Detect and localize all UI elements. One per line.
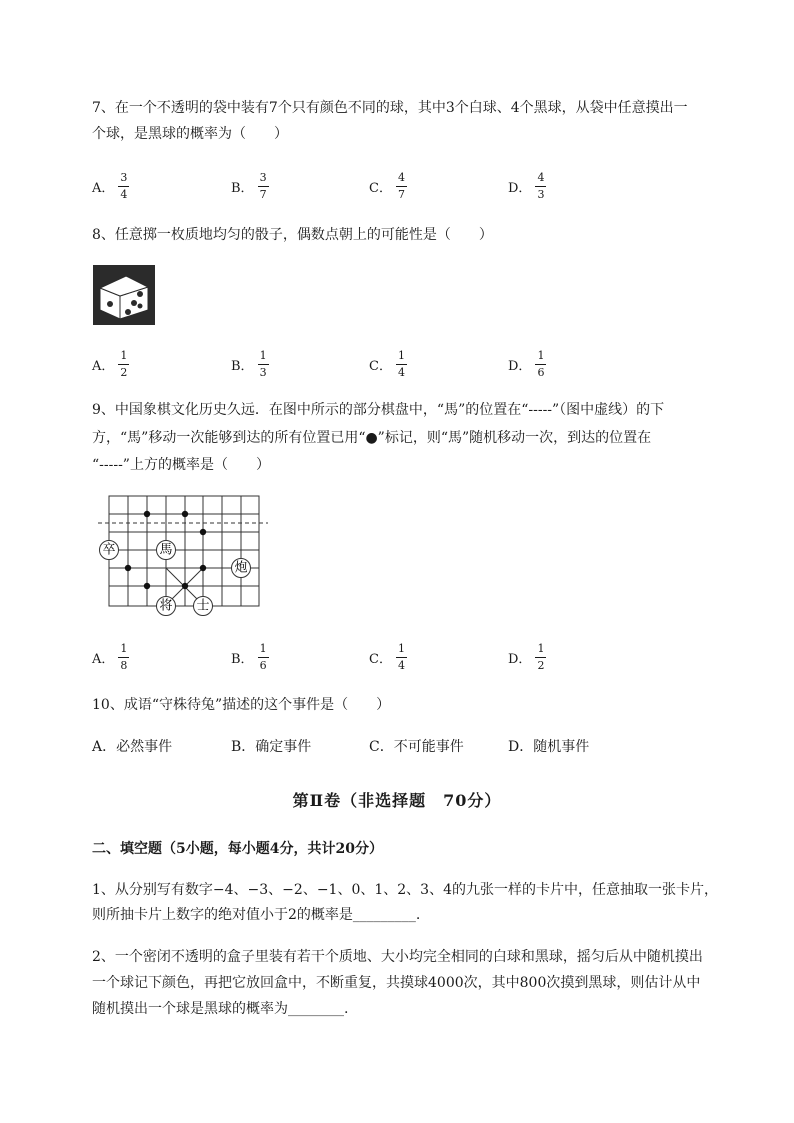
denominator: 4 <box>120 187 128 201</box>
piece-pao-label: 炮 <box>234 560 248 576</box>
choice-label: A． <box>92 358 115 374</box>
numerator: 1 <box>120 641 128 655</box>
f2-text-line2: 一个球记下颜色，再把它放回盒中，不断重复，共摸球4000次，其中800次摸到黑球，则估计从中 <box>92 975 701 991</box>
q8-text-line1: 8、任意掷一枚质地均匀的骰子，偶数点朝上的可能性是（ ） <box>92 227 493 243</box>
fraction <box>118 643 129 672</box>
fraction <box>396 172 407 201</box>
q7-choice-d[interactable] <box>508 166 546 206</box>
q7-choice-b[interactable] <box>231 166 269 206</box>
fraction <box>258 172 269 201</box>
choice-label: B． <box>231 358 254 374</box>
q8-choice-c[interactable] <box>369 344 407 384</box>
choice-label: C． <box>369 180 392 196</box>
fraction <box>535 350 546 379</box>
q10-choice-d[interactable]: D．随机事件 <box>508 739 590 755</box>
q8-choice-a[interactable] <box>92 344 129 384</box>
denominator: 4 <box>397 658 405 672</box>
q9-choice-c[interactable] <box>369 637 407 677</box>
f2-text-line3: 随机摸出一个球是黑球的概率为________. <box>92 1001 349 1017</box>
choice-label: B． <box>231 651 254 667</box>
q9-text-line2: 方，“馬”移动一次能够到达的所有位置已用“●”标记，则“馬”随机移动一次，到达的位置在 <box>92 430 652 446</box>
piece-zu-label: 卒 <box>102 542 116 558</box>
piece-ma-label: 馬 <box>159 542 173 558</box>
piece-shi-label: 士 <box>196 598 210 614</box>
choice-label: A． <box>92 180 115 196</box>
move-marker <box>182 511 188 517</box>
piece-ma <box>157 541 176 560</box>
numerator: 1 <box>537 641 545 655</box>
denominator: 4 <box>397 365 405 379</box>
move-marker <box>200 565 206 571</box>
q10-text-line1: 10、成语“守株待兔”描述的这个事件是（ ） <box>92 697 391 713</box>
fraction <box>535 643 546 672</box>
f1-text-line1: 1、从分别写有数字−4、−3、−2、−1、0、1、2、3、4的九张一样的卡片中，任意抽取一张卡片， <box>92 882 718 898</box>
piece-jiang-label: 将 <box>159 598 173 614</box>
q8-choices <box>92 344 652 384</box>
chess-board <box>92 490 272 620</box>
fraction <box>258 643 269 672</box>
move-marker <box>200 529 206 535</box>
choice-label: C． <box>369 358 392 374</box>
fraction <box>396 350 407 379</box>
numerator: 1 <box>397 348 405 362</box>
piece-zu <box>100 541 119 560</box>
numerator: 3 <box>120 170 128 184</box>
fraction <box>118 172 129 201</box>
move-marker <box>125 565 131 571</box>
piece-pao <box>232 559 251 578</box>
numerator: 1 <box>259 641 267 655</box>
q10-choice-c[interactable]: C．不可能事件 <box>369 739 464 755</box>
q8-choice-d[interactable] <box>508 344 546 384</box>
denominator: 3 <box>259 365 267 379</box>
q7-choice-c[interactable] <box>369 166 407 206</box>
f1-text-line2: 则所抽卡片上数字的绝对值小于2的概率是_________. <box>92 907 421 923</box>
numerator: 3 <box>259 170 267 184</box>
q8-choice-b[interactable] <box>231 344 269 384</box>
denominator: 6 <box>537 365 545 379</box>
dice-pip <box>138 304 143 309</box>
choice-label: A． <box>92 651 115 667</box>
dice-pip <box>131 300 137 306</box>
q7-text-line2: 个球，是黑球的概率为（ ） <box>92 126 288 142</box>
move-marker <box>182 583 188 589</box>
fraction <box>396 643 407 672</box>
choice-label: D． <box>508 180 532 196</box>
numerator: 1 <box>537 348 545 362</box>
fraction <box>258 350 269 379</box>
numerator: 4 <box>397 170 405 184</box>
dice-pip <box>107 301 113 307</box>
numerator: 1 <box>397 641 405 655</box>
choice-label: D． <box>508 358 532 374</box>
piece-jiang <box>157 597 176 616</box>
numerator: 1 <box>259 348 267 362</box>
dice-pip <box>137 291 143 297</box>
denominator: 7 <box>397 187 405 201</box>
denominator: 3 <box>537 187 545 201</box>
dice-pip <box>125 309 131 315</box>
move-marker <box>144 583 150 589</box>
dice-image <box>93 265 155 325</box>
numerator: 1 <box>120 348 128 362</box>
q9-text-line1: 9、中国象棋文化历史久远．在图中所示的部分棋盘中，“馬”的位置在“-----”（图中虚线）的下 <box>92 402 665 418</box>
q9-text-line3: “-----”上方的概率是（ ） <box>92 457 270 473</box>
q10-choice-b[interactable]: B．确定事件 <box>231 739 312 755</box>
f2-text-line1: 2、一个密闭不透明的盒子里装有若干个质地、大小均完全相同的白球和黑球，摇匀后从中随机摸出 <box>92 949 703 965</box>
q9-choice-b[interactable] <box>231 637 269 677</box>
numerator: 4 <box>537 170 545 184</box>
piece-shi <box>194 597 213 616</box>
denominator: 7 <box>259 187 267 201</box>
denominator: 8 <box>120 658 128 672</box>
fraction <box>118 350 129 379</box>
choice-label: B． <box>231 180 254 196</box>
q10-choices <box>92 737 652 759</box>
q7-choice-a[interactable] <box>92 166 129 206</box>
fill-blank-section-heading: 二、填空题（5小题，每小题4分，共计20分） <box>92 841 383 857</box>
choice-label: D． <box>508 651 532 667</box>
part2-title: 第Ⅱ卷（非选择题 70分） <box>292 791 502 810</box>
choice-label: C． <box>369 651 392 667</box>
q7-text-line1: 7、在一个不透明的袋中装有7个只有颜色不同的球，其中3个白球、4个黑球，从袋中任意摸出一 <box>92 100 688 116</box>
fraction <box>535 172 546 201</box>
denominator: 6 <box>259 658 267 672</box>
move-marker <box>144 511 150 517</box>
q7-choices <box>92 166 652 206</box>
q9-choice-a[interactable] <box>92 637 129 677</box>
denominator: 2 <box>537 658 545 672</box>
q10-choice-a[interactable]: A．必然事件 <box>92 739 173 755</box>
denominator: 2 <box>120 365 128 379</box>
q9-choices <box>92 637 652 677</box>
q9-choice-d[interactable] <box>508 637 546 677</box>
